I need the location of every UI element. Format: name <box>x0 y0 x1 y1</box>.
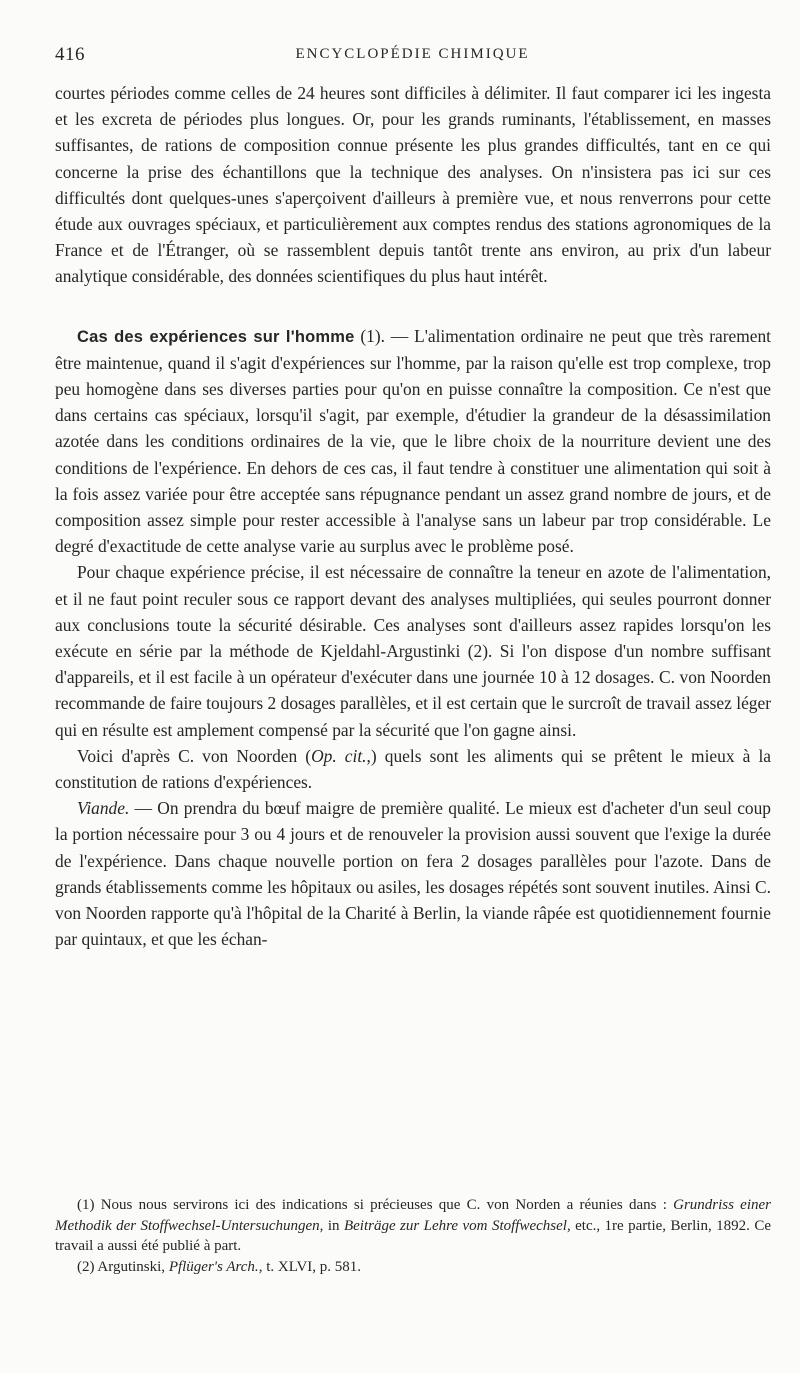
paragraph-viande <box>55 795 771 952</box>
section-body-text: L'alimentation ordinaire ne peut que très rarement être maintenue, quand il s'agit d'expériences sur l'homme, par la raison qu'elle est trop complexe, trop peu homogène dans ses diverses parties pour qu'on en puisse connaître la composition. Ce n'est que dans certains cas spéciaux, lorsqu'il s'agit, par exemple, d'étudier la grandeur de la désassimilation azotée dans les conditions ordinaires de la vie, que le libre choix de la nourriture devient une des conditions de l'expérience. En dehors de ces cas, il faut tendre à constituer une alimentation qui soit à la fois assez variée pour être acceptée sans répugnance pendant un assez grand nombre de jours, et de composition assez simple pour rester accessible à l'analyse sans un labeur par trop considérable. Le degré d'exactitude de cette analyse varie au surplus avec le problème posé. <box>55 325 772 557</box>
footnote-text: (1) Nous nous servirons ici des indications si précieuses que C. von Norden a réunies dans : <box>77 1197 674 1213</box>
paragraph-section-start <box>55 323 771 560</box>
section-heading: Cas des expériences sur l'homme <box>77 327 355 346</box>
main-text <box>55 80 771 953</box>
running-title: ENCYCLOPÉDIE CHIMIQUE <box>295 46 530 62</box>
paragraph-continuation: courtes périodes comme celles de 24 heures sont difficiles à délimiter. Il faut comparer ici les ingesta et les excreta de périodes plus longues. Or, pour les grands ruminants, l'établissement, en masses suffisantes, de rations de composition connue présente les plus grandes difficultés, tant en ce qui concerne la prise des échantillons que la technique des analyses. On n'insistera pas ici sur ces difficultés dont quelques-unes s'aperçoivent d'ailleurs à première vue, et nous renverrons pour cette étude aux ouvrages spéciaux, et particulièrement aux comptes rendus des stations agronomiques de la France et de l'Étranger, où se rassemblent depuis tantôt trente ans environ, au prix d'un labeur analytique considérable, des données scientifiques du plus haut intérêt. <box>55 83 771 287</box>
paragraph-noorden-foods <box>55 743 771 795</box>
paragraph-text-part: Voici d'après C. von Noorden ( <box>77 745 312 766</box>
page-number: 416 <box>55 44 85 65</box>
footnote-text: (2) Argutinski, <box>77 1258 169 1275</box>
footnote-text: , t. XLVI, p. 581. <box>258 1258 362 1275</box>
section-spacer <box>55 290 771 323</box>
footnote-2 <box>55 1257 771 1278</box>
footnote-journal: Beiträge zur Lehre vom Stoffwechsel <box>343 1217 567 1234</box>
footnote-text: , in <box>319 1217 344 1234</box>
paragraph-text-part: ,) quels sont les aliments qui se prêtent le mieux à la constitution de rations d'expériences. <box>55 745 771 793</box>
footnote-reference: (1). — <box>354 325 415 346</box>
page-header <box>55 44 770 72</box>
citation-italic: Op. cit. <box>311 745 367 766</box>
footnotes <box>55 1195 771 1277</box>
footnote-title: Grundriss einer Methodik der Stoffwechsel-Untersuchungen <box>55 1197 772 1234</box>
paragraph-text-part: — On prendra du bœuf maigre de première qualité. Le mieux est d'acheter d'un seul coup la portion nécessaire pour 3 ou 4 jours et de renouveler la provision aussi souvent que l'exige la durée de l'expérience. Dans chaque nouvelle portion on fera 2 dosages parallèles pour l'azote. Dans de grands établissements comme les hôpitaux ou asiles, les dosages répétés sont souvent inutiles. Ainsi C. von Noorden rapporte qu'à l'hôpital de la Charité à Berlin, la viande râpée est quotidiennement fournie par quintaux, et que les échan- <box>55 798 771 950</box>
footnote-text: , etc., 1re partie, Berlin, 1892. Ce travail a aussi été publié à part. <box>55 1217 772 1255</box>
paragraph-nitrogen-analysis: Pour chaque expérience précise, il est nécessaire de connaître la teneur en azote de l'alimentation, et il ne faut point reculer sous ce rapport devant des analyses multipliées, qui seules pourront donner aux conclusions toute la sécurité désirable. Ces analyses sont d'ailleurs assez rapides lorsqu'on les exécute en série par la méthode de Kjeldahl-Argustinki (2). Si l'on dispose d'un nombre suffisant d'appareils, et il est facile à un opérateur d'exécuter dans une journée 10 à 12 dosages. C. von Noorden recommande de faire toujours 2 dosages parallèles, et il est certain que le surcroît de travail assez léger qui en résulte est amplement compensé par la sécurité que l'on gagne ainsi. <box>55 562 771 740</box>
footnote-journal: Pflüger's Arch. <box>168 1258 259 1275</box>
footnote-1 <box>55 1195 771 1257</box>
run-in-heading-viande: Viande. <box>77 798 130 819</box>
